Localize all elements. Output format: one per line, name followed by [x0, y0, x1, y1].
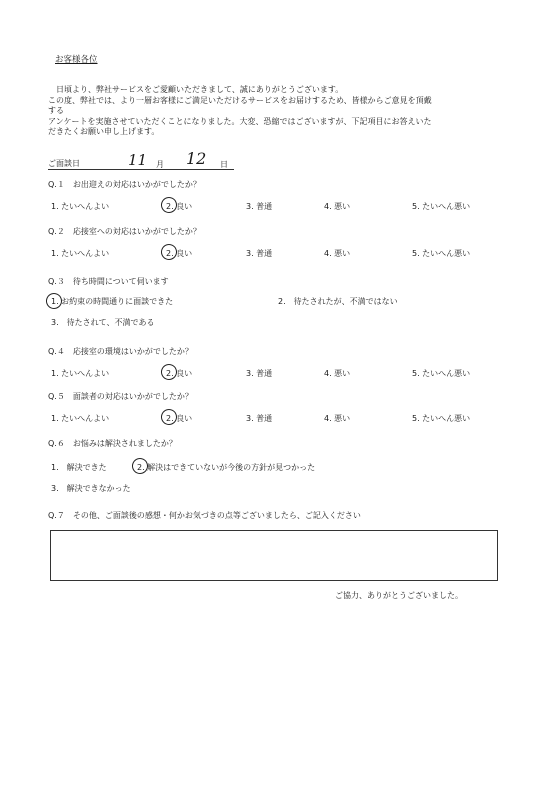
- q3-option-1[interactable]: 1. お約束の時間通りに面談できた: [51, 297, 174, 306]
- q1-selected-circle: [159, 195, 179, 215]
- salutation: お客様各位: [55, 55, 98, 65]
- q1-option-4[interactable]: 4. 悪い: [324, 202, 351, 211]
- date-month-value[interactable]: 11: [128, 151, 148, 169]
- q5-option-2[interactable]: 2. 良い: [166, 414, 193, 423]
- q3-label: Q.３ 待ち時間について伺います: [48, 277, 169, 286]
- q2-option-5[interactable]: 5. たいへん悪い: [412, 249, 471, 258]
- q5-label: Q.５ 面談者の対応はいかがでしたか？: [48, 392, 193, 401]
- q6-option-1[interactable]: 1. 解決できた: [51, 463, 107, 472]
- intro-line-4: アンケートを実施させていただくことになりました。大変、恐縮ではございますが、下記項目にお答えいた: [48, 117, 432, 126]
- date-day-unit: 日: [220, 160, 228, 169]
- q5-selected-circle: [159, 407, 179, 427]
- intro-line-2: この度、弊社では、より一層お客様にご満足いただけるサービスをお届けするため、皆様からご意見を頂戴: [48, 96, 432, 105]
- date-month-unit: 月: [156, 160, 164, 169]
- q2-option-2[interactable]: 2. 良い: [166, 249, 193, 258]
- q2-option-4[interactable]: 4. 悪い: [324, 249, 351, 258]
- q1-option-5[interactable]: 5. たいへん悪い: [412, 202, 471, 211]
- comment-textarea[interactable]: [50, 530, 498, 581]
- q2-option-1[interactable]: 1. たいへんよい: [51, 249, 110, 258]
- intro-line-3: する: [48, 106, 64, 115]
- q4-selected-circle: [159, 362, 179, 382]
- q3-option-2[interactable]: 2. 待たされたが、不満ではない: [278, 297, 398, 306]
- q6-selected-circle: [130, 456, 150, 476]
- q6-option-3[interactable]: 3. 解決できなかった: [51, 484, 131, 493]
- q1-option-3[interactable]: 3. 普通: [246, 202, 273, 211]
- q5-option-1[interactable]: 1. たいへんよい: [51, 414, 110, 423]
- q3-option-3[interactable]: 3. 待たされて、不満である: [51, 318, 155, 327]
- q4-option-1[interactable]: 1. たいへんよい: [51, 369, 110, 378]
- q4-option-5[interactable]: 5. たいへん悪い: [412, 369, 471, 378]
- q4-option-4[interactable]: 4. 悪い: [324, 369, 351, 378]
- q4-option-3[interactable]: 3. 普通: [246, 369, 273, 378]
- intro-line-1: 日頃より、弊社サービスをご愛顧いただきまして、誠にありがとうございます。: [48, 85, 344, 94]
- q3-selected-circle: [44, 291, 64, 311]
- q2-selected-circle: [159, 242, 179, 262]
- q5-option-4[interactable]: 4. 悪い: [324, 414, 351, 423]
- date-label: ご面談日: [48, 159, 80, 168]
- date-underline: [48, 169, 234, 170]
- q2-option-3[interactable]: 3. 普通: [246, 249, 273, 258]
- q7-label: Q.７ その他、ご面談後の感想・何かお気づきの点等ございましたら、ご記入ください: [48, 511, 361, 520]
- q1-label: Q.１ お出迎えの対応はいかがでしたか？: [48, 180, 201, 189]
- q4-label: Q.４ 応接室の環境はいかがでしたか？: [48, 347, 193, 356]
- q2-label: Q.２ 応接室への対応はいかがでしたか？: [48, 227, 201, 236]
- q6-label: Q.６ お悩みは解決されましたか？: [48, 439, 177, 448]
- q5-option-3[interactable]: 3. 普通: [246, 414, 273, 423]
- q6-option-2[interactable]: 2. 解決はできていないが今後の方針が見つかった: [137, 463, 316, 472]
- q5-option-5[interactable]: 5. たいへん悪い: [412, 414, 471, 423]
- intro-line-5: だきたくお願い申し上げます。: [48, 127, 160, 136]
- q1-option-1[interactable]: 1. たいへんよい: [51, 202, 110, 211]
- thanks-message: ご協力、ありがとうございました。: [335, 591, 463, 600]
- q1-option-2[interactable]: 2. 良い: [166, 202, 193, 211]
- date-day-value[interactable]: 12: [186, 149, 207, 168]
- q4-option-2[interactable]: 2. 良い: [166, 369, 193, 378]
